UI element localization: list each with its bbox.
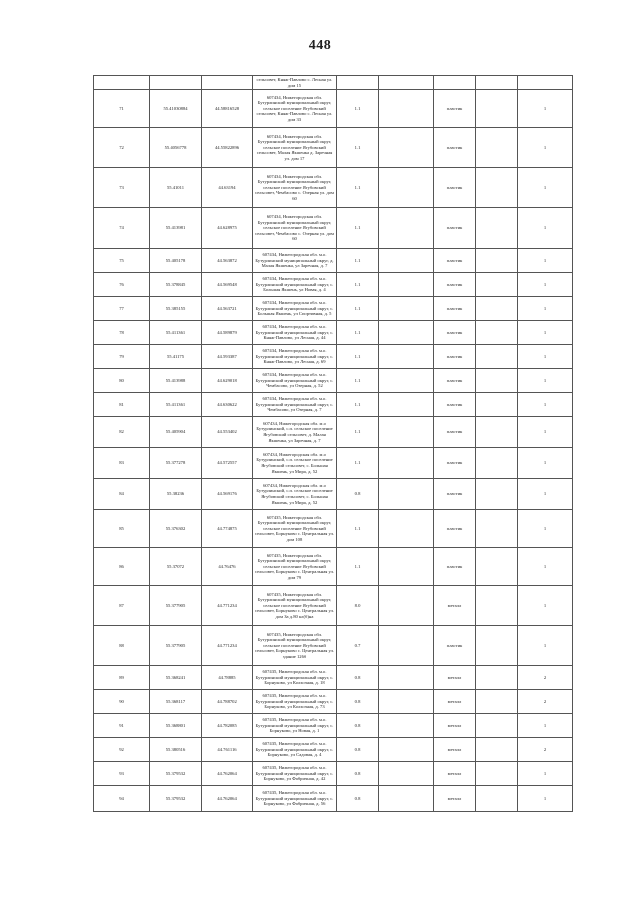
cell-material: пластик [434,297,476,321]
cell-latitude: 55.379532 [150,786,202,812]
cell-empty [476,448,518,479]
cell-empty [476,168,518,208]
table-row [94,297,573,321]
cell-empty [379,714,434,738]
cell-area: 1.1 [337,90,379,128]
table-row [94,345,573,369]
cell-longitude: 44.593387 [202,345,253,369]
cell-container-count: 1 [518,417,573,448]
table-row [94,417,573,448]
cell-longitude: 44.774875 [202,510,253,548]
cell-container-count: 1 [518,762,573,786]
cell-container-count: 1 [518,345,573,369]
cell-material: пластик [434,273,476,297]
cell-container-count: 1 [518,714,573,738]
cell-longitude: 44.782085 [202,714,253,738]
cell-empty [476,345,518,369]
cell-area: 0.8 [337,762,379,786]
cell-material: пластик [434,510,476,548]
cell-empty [379,690,434,714]
cell-container-count: 1 [518,786,573,812]
cell-material: пластик [434,208,476,249]
cell-longitude: 44.563872 [202,249,253,273]
cell-empty [476,76,518,90]
cell-row-number: 91 [94,714,150,738]
cell-latitude: 55.377905 [150,626,202,666]
cell-row-number: 83 [94,448,150,479]
cell-address: 607435, Нижегородская обл. Бутурлинский муниципальный округ, сельское поселение Ягубовский сельсовет, Борнуково с. Центральная ул. дом 108 [253,510,337,548]
cell-container-count: 2 [518,690,573,714]
cell-row-number: 82 [94,417,150,448]
table-row [94,393,573,417]
cell-longitude: 44.55822896 [202,128,253,168]
cell-area: 1.1 [337,510,379,548]
cell-latitude: 55.377905 [150,586,202,626]
cell-empty [379,321,434,345]
cell-empty [476,393,518,417]
table-row [94,208,573,249]
cell-address: 607434, Нижегородская обл. м.о. Бутурлинский муниципальный округ, с. Большая Якшень, ул Новая, д. 4 [253,273,337,297]
cell-empty [379,738,434,762]
cell-empty [379,586,434,626]
cell-empty [379,128,434,168]
cell-empty [476,369,518,393]
cell-address: 607435, Нижегородская обл. м.о. Бутурлинский муниципальный округ, с. Борнуково, ул Фабричная, д. 42 [253,762,337,786]
cell-area: 1.1 [337,128,379,168]
cell-row-number: 93 [94,762,150,786]
cell-row-number: 85 [94,510,150,548]
cell-empty [379,417,434,448]
cell-empty [379,369,434,393]
cell-container-count: 1 [518,448,573,479]
cell-longitude: 44.78885 [202,666,253,690]
cell-latitude: 55.377278 [150,448,202,479]
cell-address: 607434, Нижегородская обл. Бутурлинский муниципальный округ, сельское поселение Ягубовский сельсовет, Чембасово с. Озерная ул. дом 60 [253,208,337,249]
cell-latitude: 55.38236 [150,479,202,510]
cell-material: пластик [434,128,476,168]
cell-empty [379,297,434,321]
cell-address: 607434, Нижегородская обл. м.о. Бутурлинский муниципальный округ, с. Княж-Павлово, ул Лесная, д. 44 [253,321,337,345]
cell-latitude: 55.413988 [150,369,202,393]
cell-container-count: 1 [518,128,573,168]
cell-address: 607434, Нижегородская обл. м.о. Бутурлинский муниципальный округ, с. Чембасово, ул Озерная, д. 52 [253,369,337,393]
cell-longitude: 44.628975 [202,208,253,249]
table-row [94,762,573,786]
cell-area: 1.1 [337,273,379,297]
cell-latitude: 55.411361 [150,321,202,345]
cell-empty [379,762,434,786]
table-row [94,168,573,208]
cell-address: 607434, Нижегородская обл. Бутурлинский муниципальный округ, сельское поселение Ягубовский сельсовет, Малая Якшенка д. Заречная ул. дом 17 [253,128,337,168]
cell-area: 1.1 [337,548,379,586]
cell-longitude: 44.58816528 [202,90,253,128]
cell-material: пластик [434,321,476,345]
cell-empty [379,448,434,479]
cell-empty [476,714,518,738]
cell-longitude: 44.553402 [202,417,253,448]
cell-latitude: 55.41175 [150,345,202,369]
cell-address: 607434, Нижегородская обл. м.о Бутурлинский, с.п. сельское поселение Ягубовский сельсовет, д. Малая Якшенка, ул Заречная, д. 7 [253,417,337,448]
cell-latitude: 55.41030884 [150,90,202,128]
cell-address: сельсовет, Княж-Павлово с. Лесная ул. дом 15 [253,76,337,90]
cell-container-count: 1 [518,168,573,208]
table-row [94,448,573,479]
cell-empty [379,548,434,586]
cell-area: 1.1 [337,168,379,208]
cell-empty [476,786,518,812]
cell-latitude: 55.368801 [150,714,202,738]
cell-empty [476,249,518,273]
cell-empty [476,321,518,345]
table-row [94,369,573,393]
cell-container-count: 1 [518,321,573,345]
cell-row-number: 77 [94,297,150,321]
table-row [94,714,573,738]
cell-empty [476,208,518,249]
container-site-registry-table [93,75,573,812]
cell-latitude: 55.368117 [150,690,202,714]
cell-address: 607434, Нижегородская обл. м.о Бутурлинский, с.п. сельское поселение Ягубовский сельсовет, с. Большая Якшень, ул Мира, д. 52 [253,479,337,510]
cell-longitude: 44.629018 [202,369,253,393]
table-row [94,510,573,548]
cell-material: металл [434,762,476,786]
table-row [94,249,573,273]
cell-longitude: 44.771234 [202,626,253,666]
cell-area: 8.0 [337,586,379,626]
cell-material: пластик [434,168,476,208]
cell-row-number: 84 [94,479,150,510]
cell-longitude: 44.630622 [202,393,253,417]
cell-material: металл [434,786,476,812]
cell-empty [476,666,518,690]
cell-area: 1.1 [337,345,379,369]
cell-material: пластик [434,90,476,128]
cell-longitude: 44.76476 [202,548,253,586]
cell-empty [476,297,518,321]
cell-container-count: 1 [518,208,573,249]
cell-longitude: 44.569176 [202,479,253,510]
cell-empty [379,479,434,510]
cell-latitude: 55.405904 [150,417,202,448]
cell-container-count: 1 [518,273,573,297]
cell-longitude: 44.762064 [202,762,253,786]
cell-empty [379,345,434,369]
cell-row-number: 90 [94,690,150,714]
cell-empty [476,90,518,128]
table-row [94,626,573,666]
cell-material: металл [434,586,476,626]
cell-empty [476,626,518,666]
cell-row-number: 72 [94,128,150,168]
cell-address: 607434, Нижегородская обл. м.о. Бутурлинский муниципальный округ, с. Княж-Павлово, ул Лесная, д. 69 [253,345,337,369]
cell-empty [476,738,518,762]
cell-longitude: 44.589879 [202,321,253,345]
cell-empty [379,168,434,208]
cell-latitude: 55.385155 [150,297,202,321]
cell-area: 1.1 [337,369,379,393]
cell-address: 607435, Нижегородская обл. м.о. Бутурлинский муниципальный округ, с. Борнуково, ул Новая, д. 1 [253,714,337,738]
table-row [94,666,573,690]
table-row [94,690,573,714]
cell-area: 0.7 [337,626,379,666]
cell-row-number: 76 [94,273,150,297]
cell-empty [434,76,476,90]
cell-latitude: 55.411361 [150,393,202,417]
table-row [94,321,573,345]
cell-row-number: 73 [94,168,150,208]
cell-latitude: 55.37072 [150,548,202,586]
cell-empty [379,273,434,297]
cell-latitude: 55.413981 [150,208,202,249]
cell-address: 607434, Нижегородская обл. м.о. Бутурлинский муниципальный округ, с. Чембасово, ул Озерная, д. 7 [253,393,337,417]
cell-empty [476,128,518,168]
table-row [94,586,573,626]
table-row [94,786,573,812]
cell-longitude: 44.788702 [202,690,253,714]
cell-container-count: 1 [518,90,573,128]
cell-empty [379,208,434,249]
cell-empty [202,76,253,90]
cell-latitude: 55.378845 [150,273,202,297]
cell-area: 1.1 [337,417,379,448]
cell-longitude: 44.572557 [202,448,253,479]
cell-container-count: 1 [518,586,573,626]
cell-row-number: 79 [94,345,150,369]
cell-empty [379,786,434,812]
cell-longitude: 44.761116 [202,738,253,762]
cell-address: 607435, Нижегородская обл. Бутурлинский муниципальный округ, сельское поселение Ягубовский сельсовет, Борнуково с. Центральная ул. дом За д.80 кл(б)на [253,586,337,626]
cell-address: 607434, Нижегородская обл. м.о Бутурлинский, с.п. сельское поселение Ягубовский сельсовет, с. Большая Якшень, ул Мира, д. 52 [253,448,337,479]
cell-empty [379,626,434,666]
cell-material: пластик [434,345,476,369]
cell-material: металл [434,714,476,738]
table-row [94,548,573,586]
table-row [94,128,573,168]
cell-area: 1.1 [337,208,379,249]
cell-container-count: 1 [518,479,573,510]
cell-material: пластик [434,369,476,393]
cell-empty [379,76,434,90]
cell-area: 1.1 [337,448,379,479]
cell-latitude: 55.368241 [150,666,202,690]
cell-latitude: 55.380516 [150,738,202,762]
cell-latitude: 55.376302 [150,510,202,548]
cell-area: 0.8 [337,666,379,690]
cell-row-number: 74 [94,208,150,249]
cell-material: пластик [434,393,476,417]
cell-longitude: 44.563721 [202,297,253,321]
cell-empty [94,76,150,90]
cell-area: 1.1 [337,297,379,321]
cell-row-number: 92 [94,738,150,762]
cell-address: 607435, Нижегородская обл. м.о. Бутурлинский муниципальный округ, с. Борнуково, ул Колхозная, д. 18 [253,666,337,690]
cell-container-count: 1 [518,369,573,393]
cell-area: 0.8 [337,786,379,812]
cell-row-number: 86 [94,548,150,586]
cell-address: 607434, Нижегородская обл. м.о. Бутурлинский муниципальный округ, д. Малая Якшенка, ул Заречная, д. 7 [253,249,337,273]
cell-material: пластик [434,417,476,448]
cell-latitude: 55.41011 [150,168,202,208]
cell-longitude: 44.63194 [202,168,253,208]
page-number: 448 [308,38,332,53]
cell-address: 607434, Нижегородская обл. м.о. Бутурлинский муниципальный округ, с. Большая Якшень, ул Спортивная, д. 5 [253,297,337,321]
cell-material: пластик [434,479,476,510]
cell-row-number: 88 [94,626,150,666]
cell-row-number: 94 [94,786,150,812]
cell-container-count: 1 [518,249,573,273]
cell-container-count: 1 [518,548,573,586]
cell-area: 0.8 [337,738,379,762]
cell-empty [476,586,518,626]
cell-container-count: 1 [518,393,573,417]
cell-material: пластик [434,249,476,273]
cell-material: пластик [434,626,476,666]
cell-longitude: 44.569548 [202,273,253,297]
cell-area: 1.1 [337,393,379,417]
table-row-continuation [94,76,573,90]
cell-longitude: 44.771234 [202,586,253,626]
cell-row-number: 89 [94,666,150,690]
cell-latitude: 55.379532 [150,762,202,786]
cell-latitude: 55.405178 [150,249,202,273]
cell-longitude: 44.762064 [202,786,253,812]
cell-row-number: 81 [94,393,150,417]
cell-empty [476,548,518,586]
table-row [94,479,573,510]
cell-material: металл [434,690,476,714]
cell-empty [518,76,573,90]
cell-address: 607434, Нижегородская обл. Бутурлинский муниципальный округ, сельское поселение Ягубовский сельсовет, Чембасово с. Озерная ул. дом 60 [253,168,337,208]
cell-area: 0.8 [337,479,379,510]
cell-container-count: 1 [518,510,573,548]
cell-empty [476,690,518,714]
cell-material: металл [434,666,476,690]
cell-empty [476,273,518,297]
table-row [94,738,573,762]
cell-address: 607434, Нижегородская обл. Бутурлинский муниципальный округ, сельское поселение Ягубовский сельсовет, Княж-Павлово с. Лесная ул. дом 33 [253,90,337,128]
cell-material: пластик [434,448,476,479]
cell-empty [379,510,434,548]
cell-address: 607435, Нижегородская обл. м.о. Бутурлинский муниципальный округ, с. Борнуково, ул Фабричная, д. 56 [253,786,337,812]
cell-empty [476,510,518,548]
cell-container-count: 1 [518,297,573,321]
table-row [94,273,573,297]
cell-area: 1.1 [337,249,379,273]
cell-empty [476,762,518,786]
table-row [94,90,573,128]
cell-empty [379,666,434,690]
cell-area: 0.8 [337,714,379,738]
cell-empty [337,76,379,90]
cell-row-number: 71 [94,90,150,128]
cell-container-count: 2 [518,738,573,762]
cell-material: металл [434,738,476,762]
cell-row-number: 80 [94,369,150,393]
cell-address: 607435, Нижегородская обл. Бутурлинский муниципальный округ, сельское поселение Ягубовский сельсовет, Борнуково с. Центральная ул. дом 79 [253,548,337,586]
cell-address: 607435, Нижегородская обл. Бутурлинский муниципальный округ, сельское поселение Ягубовский сельсовет, Борнуково с. Центральная ул. здание 126б [253,626,337,666]
cell-address: 607435, Нижегородская обл. м.о. Бутурлинский муниципальный округ, с. Борнуково, ул Колхозная, д. 73 [253,690,337,714]
cell-row-number: 87 [94,586,150,626]
cell-address: 607435, Нижегородская обл. м.о. Бутурлинский муниципальный округ, с. Борнуково, ул Садовая, д. 4 [253,738,337,762]
cell-container-count: 2 [518,666,573,690]
cell-empty [379,393,434,417]
cell-empty [476,417,518,448]
cell-empty [379,249,434,273]
cell-row-number: 78 [94,321,150,345]
cell-area: 0.8 [337,690,379,714]
cell-empty [150,76,202,90]
cell-empty [379,90,434,128]
cell-area: 1.1 [337,321,379,345]
cell-empty [476,479,518,510]
cell-row-number: 75 [94,249,150,273]
cell-latitude: 55.4056778 [150,128,202,168]
cell-material: пластик [434,548,476,586]
cell-container-count: 1 [518,626,573,666]
